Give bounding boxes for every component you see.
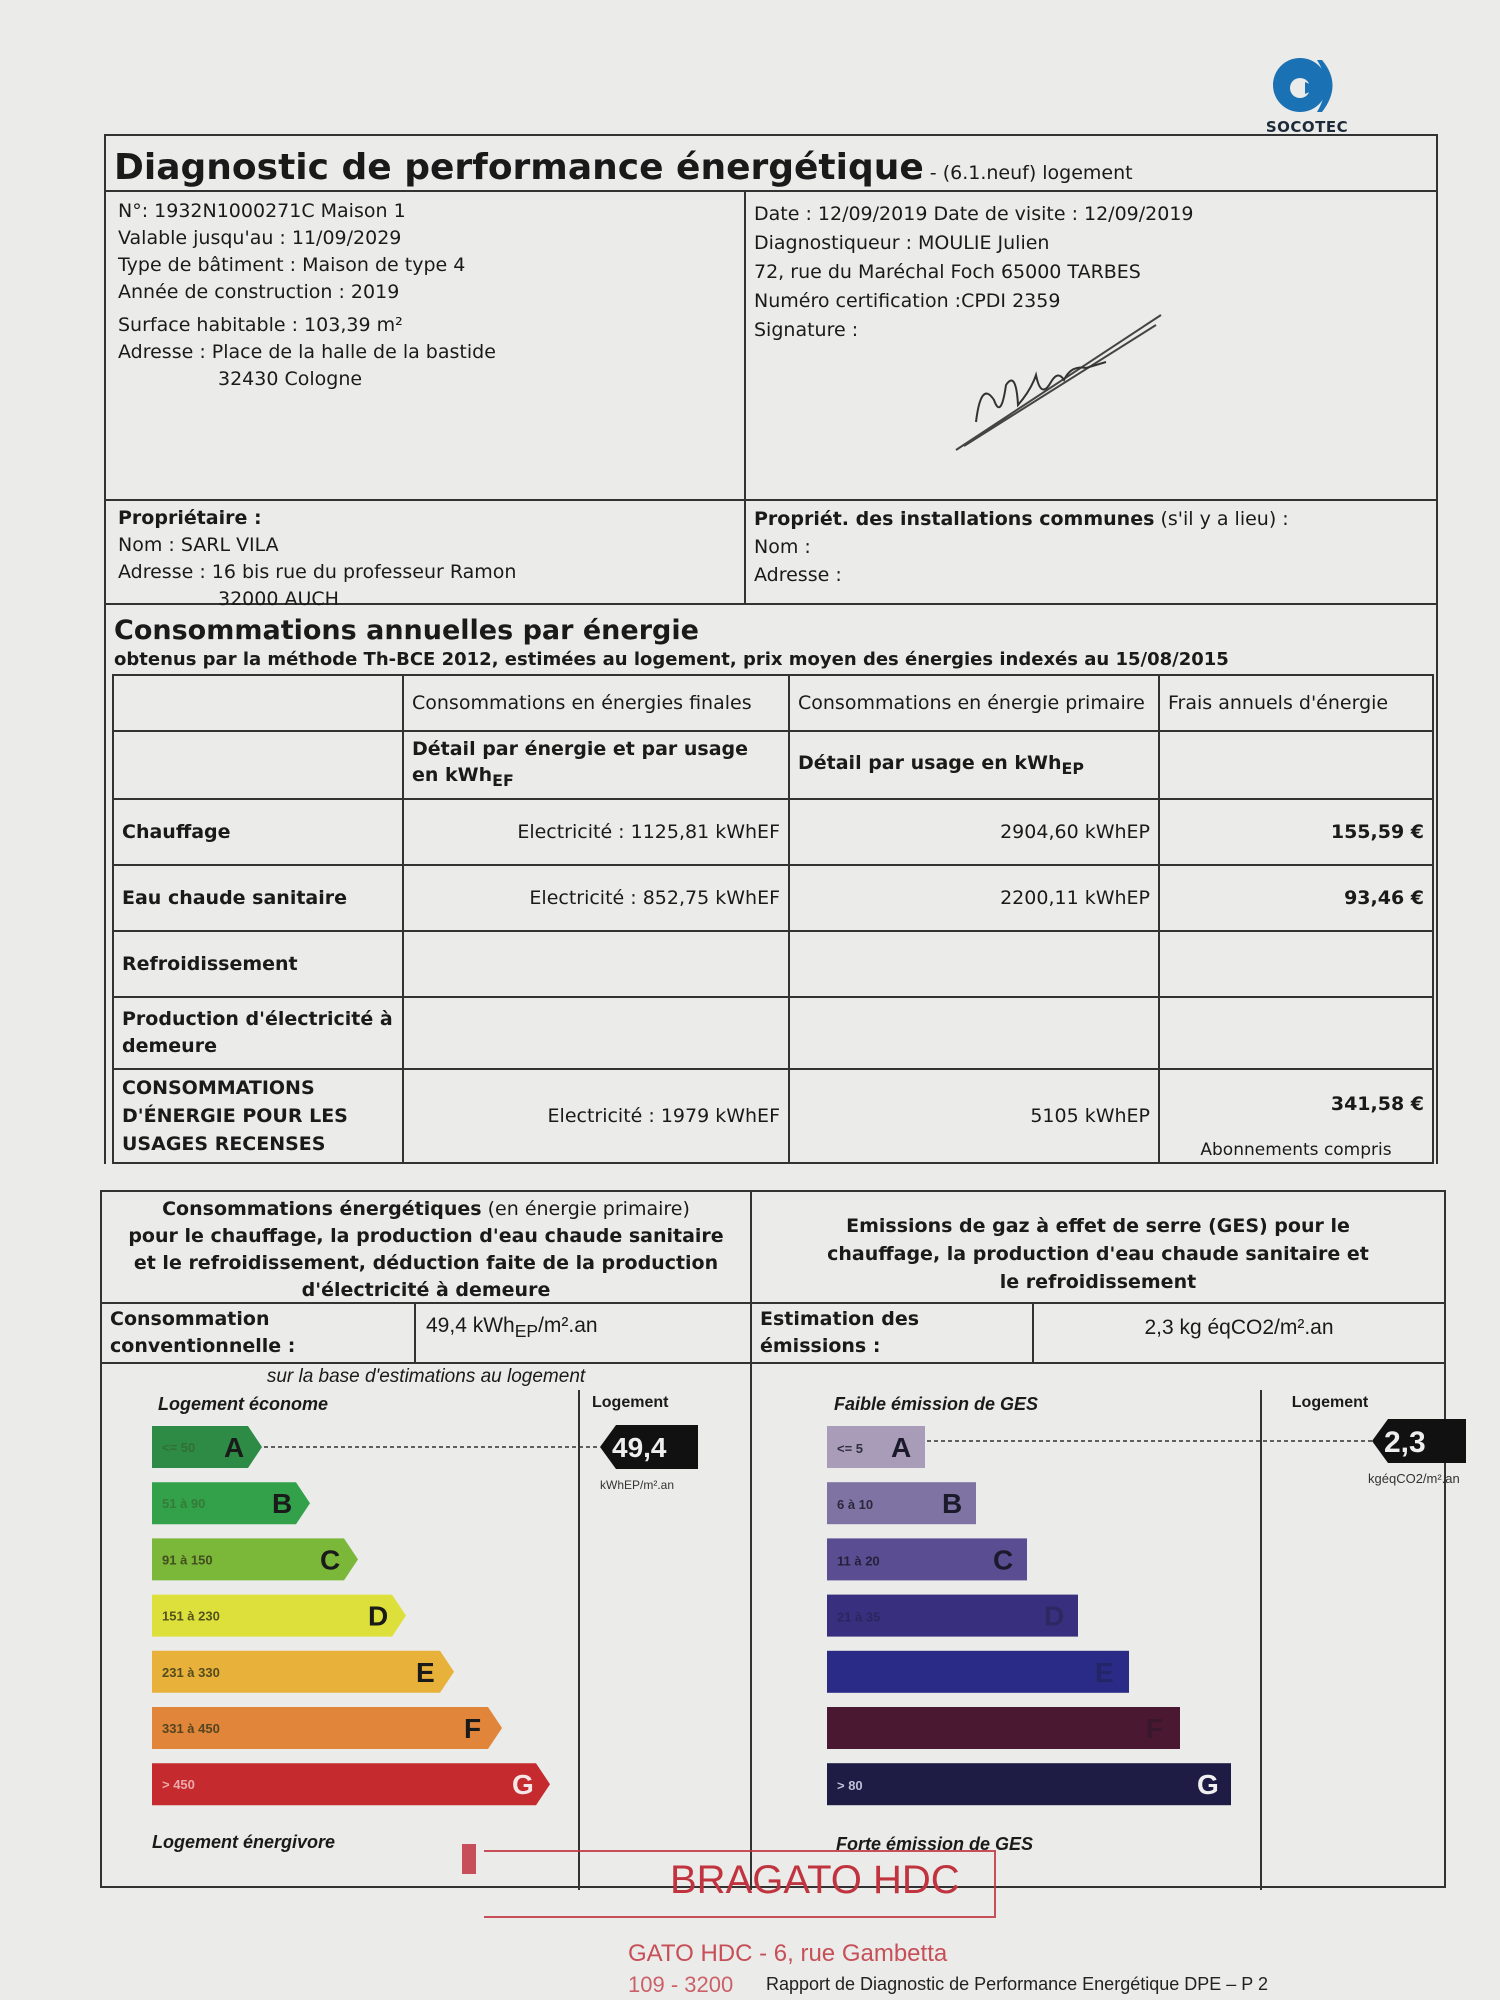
ges-class-letter: D [1044,1600,1065,1632]
header-primary-detail: Détail par usage en kWh [798,752,1062,774]
energy-class-g [152,1763,550,1805]
ges-marker-unit: kgéqCO2/m².an [1368,1471,1460,1486]
consumption-table [112,674,1434,1164]
common-owner-title: Propriét. des installations communes [754,508,1155,530]
row-final [403,997,789,1069]
energy-class-range: <= 50 [162,1440,196,1455]
owner-info [106,501,746,610]
energy-marker-unit: kWhEP/m².an [600,1478,675,1492]
building-info [106,192,746,499]
socotec-logo-text: SOCOTEC [1265,118,1349,136]
stamp-name: BRAGATO HDC [670,1858,960,1902]
ges-value-label: Estimation des émissions : [752,1304,1034,1362]
ges-class-letter: G [1197,1769,1219,1801]
energy-marker-value: 49,4 [612,1432,667,1463]
header-final-detail-sub: EF [492,770,514,790]
row-label: Chauffage [113,799,403,865]
energy-class-range: 151 à 230 [162,1608,220,1624]
row-primary [789,931,1159,997]
certification-number: Numéro certification :CPDI 2359 [754,290,1061,312]
table-row [113,799,1433,865]
header-final: Consommations en énergies finales [403,675,789,731]
row-final [403,931,789,997]
ges-value: 2,3 kg éqCO2/m².an [1144,1316,1334,1339]
labels-values [102,1304,1444,1364]
ges-bottom-label: Forte émission de GES [836,1834,1034,1854]
energy-class-range: 231 à 330 [162,1664,220,1680]
page-title: Diagnostic de performance énergétique [114,147,924,188]
scales-area [102,1364,1460,1890]
row-primary: 2904,60 kWhEP [789,799,1159,865]
energy-heading [102,1192,752,1302]
dpe-sheet [104,134,1438,1164]
energy-heading-rest: pour le chauffage, la production d'eau chaude sanitaire et le refroidissement, déduction faite de la production d'électricité à demeure [128,1225,724,1301]
energy-class-letter: A [224,1432,245,1463]
ges-class-range: 21 à 35 [837,1609,881,1625]
ges-marker-value: 2,3 [1384,1426,1426,1459]
address-line-2: 32430 Cologne [218,368,363,390]
construction-year: Année de construction : 2019 [118,281,400,303]
table-header-row [113,675,1433,731]
table-row [113,997,1433,1069]
header-final-detail: Détail par énergie et par usage en kWh [412,738,749,786]
ges-class-letter: B [942,1488,963,1520]
ges-class-bar [827,1707,1180,1749]
ges-class-bar [827,1651,1129,1693]
subscriptions-note: Abonnements compris [1200,1139,1392,1160]
ges-class-letter: A [891,1432,912,1463]
energy-class-range: 331 à 450 [162,1721,220,1736]
energy-value-sub: EP [514,1321,539,1342]
row-primary [789,997,1159,1069]
energy-value-suffix: /m².an [538,1314,598,1337]
ges-class-e [827,1651,1129,1693]
signature-image [946,310,1176,460]
energy-class-b [152,1482,310,1524]
row-cost [1159,997,1433,1069]
ges-class-a [827,1426,925,1468]
consumption-title: Consommations annuelles par énergie [114,615,699,646]
ges-class-range: <= 5 [837,1441,864,1456]
row-cost: 93,46 € [1159,865,1433,931]
energy-basis: sur la base d'estimations au logement [266,1366,586,1387]
common-owner-info [746,501,1436,603]
visit-date: Date : 12/09/2019 Date de visite : 12/09/2019 [754,203,1194,225]
title-row [106,136,1436,192]
dpe-number: N°: 1932N1000271C Maison 1 [118,200,406,222]
ges-logement-marker [1372,1419,1466,1463]
row-final: Electricité : 1979 kWhEF [403,1069,789,1163]
labels-section [100,1190,1460,1888]
ges-class-f [827,1707,1180,1749]
ges-heading: Emissions de gaz à effet de serre (GES) pour le chauffage, la production d'eau chaude sanitaire et le refroidissement [827,1215,1369,1293]
stamp-mark [462,1844,476,1874]
page-footer: Rapport de Diagnostic de Performance Energétique DPE – P 2 [766,1974,1268,1994]
energy-class-letter: B [272,1488,293,1520]
building-type: Type de bâtiment : Maison de type 4 [118,254,466,276]
ges-class-d [827,1595,1078,1637]
ges-scale [752,1364,1460,1890]
diagnostician-address: 72, rue du Maréchal Foch 65000 TARBES [754,261,1141,283]
table-row [113,865,1433,931]
energy-class-range: 91 à 150 [162,1552,213,1568]
energy-scale [102,1364,750,1890]
energy-top-label: Logement économe [158,1394,329,1414]
info-section [106,192,1436,501]
row-label: Eau chaude sanitaire [113,865,403,931]
energy-heading-normal: (en énergie primaire) [487,1198,690,1220]
energy-class-range: > 450 [162,1777,195,1793]
ges-class-b [827,1482,976,1524]
stamp-line-2: 109 - 3200 [628,1972,734,1997]
energy-class-bar [152,1763,550,1805]
header-primary: Consommations en énergie primaire [789,675,1159,731]
ges-class-letter: F [1146,1713,1164,1744]
energy-class-letter: E [416,1656,435,1688]
energy-class-c [152,1538,358,1580]
ges-class-range: 6 à 10 [837,1497,874,1513]
diagnostician-info [746,192,1436,499]
row-final: Electricité : 852,75 kWhEF [403,865,789,931]
energy-logement-label: Logement [592,1394,669,1411]
owner-name: Nom : SARL VILA [118,534,279,556]
energy-heading-bold: Consommations énergétiques [162,1198,482,1220]
living-area: Surface habitable : 103,39 m² [118,314,403,336]
diagnostician-name: Diagnostiqueur : MOULIE Julien [754,232,1050,254]
ges-class-letter: E [1095,1656,1114,1688]
row-final: Electricité : 1125,81 kWhEF [403,799,789,865]
row-primary: 5105 kWhEP [789,1069,1159,1163]
header-cost: Frais annuels d'énergie [1159,675,1433,731]
energy-bottom-label: Logement énergivore [152,1832,336,1852]
page-subtitle: - (6.1.neuf) logement [929,162,1133,184]
energy-class-e [152,1651,454,1693]
energy-class-letter: F [464,1713,482,1744]
energy-logement-marker [600,1425,698,1469]
table-row [113,931,1433,997]
energy-class-d [152,1595,406,1637]
row-label: Refroidissement [113,931,403,997]
ges-class-c [827,1538,1027,1580]
energy-class-range: 51 à 90 [162,1496,206,1512]
energy-value-prefix: 49,4 kWh [426,1314,515,1337]
stamp-line-1: GATO HDC - 6, rue Gambetta [628,1940,948,1967]
socotec-logo [1262,52,1352,136]
header-primary-detail-sub: EP [1061,758,1084,778]
owner-address-2: 32000 AUCH [218,588,339,610]
common-owner-address: Adresse : [754,564,842,586]
owner-address-1: Adresse : 16 bis rue du professeur Ramon [118,561,517,583]
common-owner-name: Nom : [754,536,811,558]
table-subheader-row [113,731,1433,799]
row-cost: 155,59 € [1159,799,1433,865]
row-label: CONSOMMATIONS D'ÉNERGIE POUR LES USAGES RECENSES [113,1069,403,1163]
energy-class-letter: C [320,1544,341,1576]
owner-title: Propriétaire : [118,507,262,529]
common-owner-title-suffix: (s'il y a lieu) : [1160,508,1289,530]
owner-section [106,501,1436,610]
consumption-subtitle: obtenus par la méthode Th-BCE 2012, estimées au logement, prix moyen des énergies indexés au 15/08/2015 [114,649,1229,670]
energy-class-a [152,1426,262,1468]
table-row-total [113,1069,1433,1163]
energy-class-f [152,1707,502,1749]
labels-headings [102,1192,1444,1304]
energy-value-label: Consommation conventionnelle : [102,1304,416,1362]
valid-until: Valable jusqu'au : 11/09/2029 [118,227,402,249]
energy-class-letter: D [368,1600,389,1632]
ges-heading-wrap [752,1192,1444,1302]
ges-class-g [827,1763,1231,1805]
row-cost: 341,58 € [1330,1092,1424,1115]
ges-top-label: Faible émission de GES [834,1394,1039,1414]
ges-logement-label: Logement [1291,1394,1369,1411]
ges-class-letter: C [993,1544,1014,1576]
address-line-1: Adresse : Place de la halle de la bastide [118,341,496,363]
row-primary: 2200,11 kWhEP [789,865,1159,931]
signature-label: Signature : [754,319,859,341]
row-cost [1159,931,1433,997]
ges-class-range: > 80 [837,1778,863,1794]
row-label: Production d'électricité à demeure [113,997,403,1069]
ges-class-range: 11 à 20 [837,1553,880,1569]
energy-class-letter: G [512,1769,534,1801]
energy-value [416,1304,752,1362]
ges-class-bar [827,1763,1231,1805]
socotec-logo-mark [1267,52,1347,118]
